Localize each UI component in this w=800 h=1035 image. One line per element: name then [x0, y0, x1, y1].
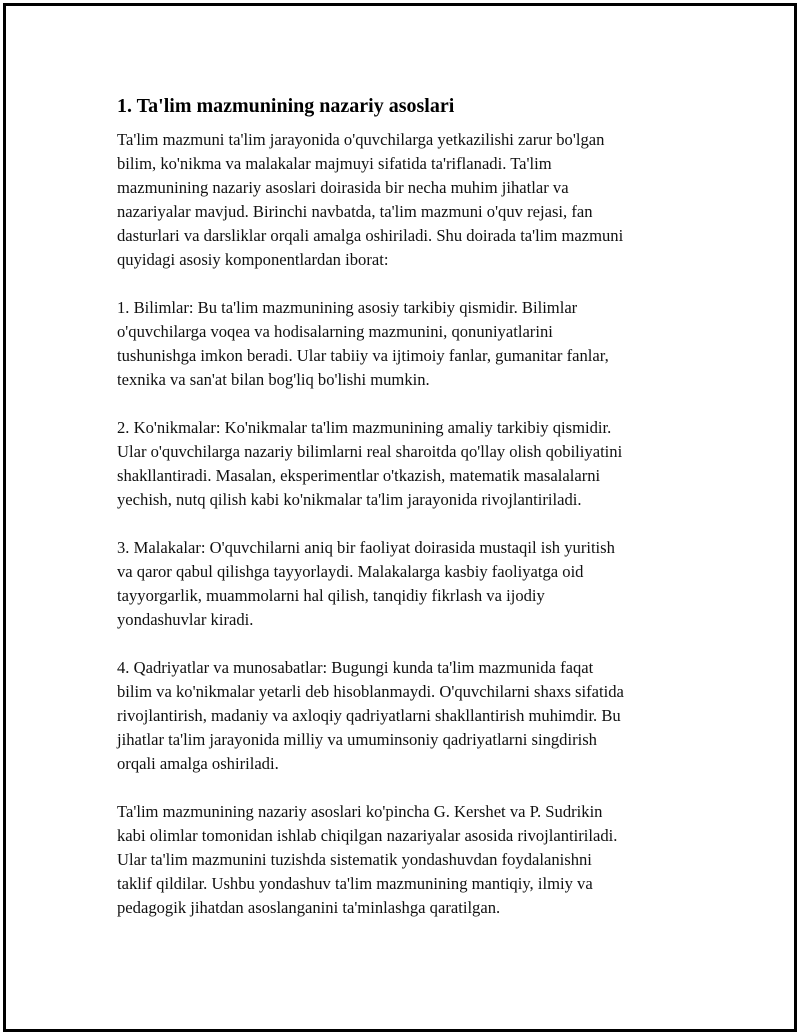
text-line: quyidagi asosiy komponentlardan iborat: [117, 250, 389, 269]
text-line: dasturlari va darsliklar orqali amalga oshiriladi. Shu doirada ta'lim mazmuni [117, 226, 624, 245]
text-line: tushunishga imkon beradi. Ular tabiiy va ijtimoiy fanlar, gumanitar fanlar, [117, 346, 609, 365]
text-line: 1. Bilimlar: Bu ta'lim mazmunining asosiy tarkibiy qismidir. Bilimlar [117, 298, 578, 317]
paragraph-konikmalar [117, 416, 687, 512]
text-line: pedagogik jihatdan asoslanganini ta'minlashga qaratilgan. [117, 898, 501, 917]
paragraph-intro [117, 128, 687, 272]
text-line: o'quvchilarga voqea va hodisalarning mazmunini, qonuniyatlarini [117, 322, 553, 341]
text-line: 3. Malakalar: O'quvchilarni aniq bir faoliyat doirasida mustaqil ish yuritish [117, 538, 615, 557]
text-line: yondashuvlar kiradi. [117, 610, 254, 629]
text-line: Ta'lim mazmunining nazariy asoslari ko'pincha G. Kershet va P. Sudrikin [117, 802, 603, 821]
text-line: bilim va ko'nikmalar yetarli deb hisoblanmaydi. O'quvchilarni shaxs sifatida [117, 682, 624, 701]
text-line: nazariyalar mavjud. Birinchi navbatda, ta'lim mazmuni o'quv rejasi, fan [117, 202, 593, 221]
text-line: kabi olimlar tomonidan ishlab chiqilgan nazariyalar asosida rivojlantiriladi. [117, 826, 618, 845]
text-line: bilim, ko'nikma va malakalar majmuyi sifatida ta'riflanadi. Ta'lim [117, 154, 552, 173]
paragraph-conclusion [117, 800, 687, 920]
text-line: taklif qildilar. Ushbu yondashuv ta'lim mazmunining mantiqiy, ilmiy va [117, 874, 593, 893]
text-line: 4. Qadriyatlar va munosabatlar: Bugungi kunda ta'lim mazmunida faqat [117, 658, 594, 677]
text-line: yechish, nutq qilish kabi ko'nikmalar ta'lim jarayonida rivojlantiriladi. [117, 490, 582, 509]
text-line: mazmunining nazariy asoslari doirasida bir necha muhim jihatlar va [117, 178, 569, 197]
text-line: texnika va san'at bilan bog'liq bo'lishi mumkin. [117, 370, 430, 389]
text-line: va qaror qabul qilishga tayyorlaydi. Malakalarga kasbiy faoliyatga oid [117, 562, 584, 581]
text-line: orqali amalga oshiriladi. [117, 754, 279, 773]
text-line: Ta'lim mazmuni ta'lim jarayonida o'quvchilarga yetkazilishi zarur bo'lgan [117, 130, 605, 149]
text-line: shakllantiradi. Masalan, eksperimentlar o'tkazish, matematik masalalarni [117, 466, 601, 485]
text-line: Ular o'quvchilarga nazariy bilimlarni real sharoitda qo'llay olish qobiliyatini [117, 442, 623, 461]
text-line: rivojlantirish, madaniy va axloqiy qadriyatlarni shakllantirish muhimdir. Bu [117, 706, 621, 725]
text-line: tayyorgarlik, muammolarni hal qilish, tanqidiy fikrlash va ijodiy [117, 586, 545, 605]
text-line: jihatlar ta'lim jarayonida milliy va umuminsoniy qadriyatlarni singdirish [117, 730, 597, 749]
paragraph-qadriyatlar [117, 656, 687, 776]
paragraph-malakalar [117, 536, 687, 632]
text-line: Ular ta'lim mazmunini tuzishda sistematik yondashuvdan foydalanishni [117, 850, 592, 869]
text-line: 2. Ko'nikmalar: Ko'nikmalar ta'lim mazmunining amaliy tarkibiy qismidir. [117, 418, 612, 437]
document-body [117, 88, 687, 944]
section-title: 1. Ta'lim mazmunining nazariy asoslari [117, 95, 455, 117]
paragraph-bilimlar [117, 296, 687, 392]
